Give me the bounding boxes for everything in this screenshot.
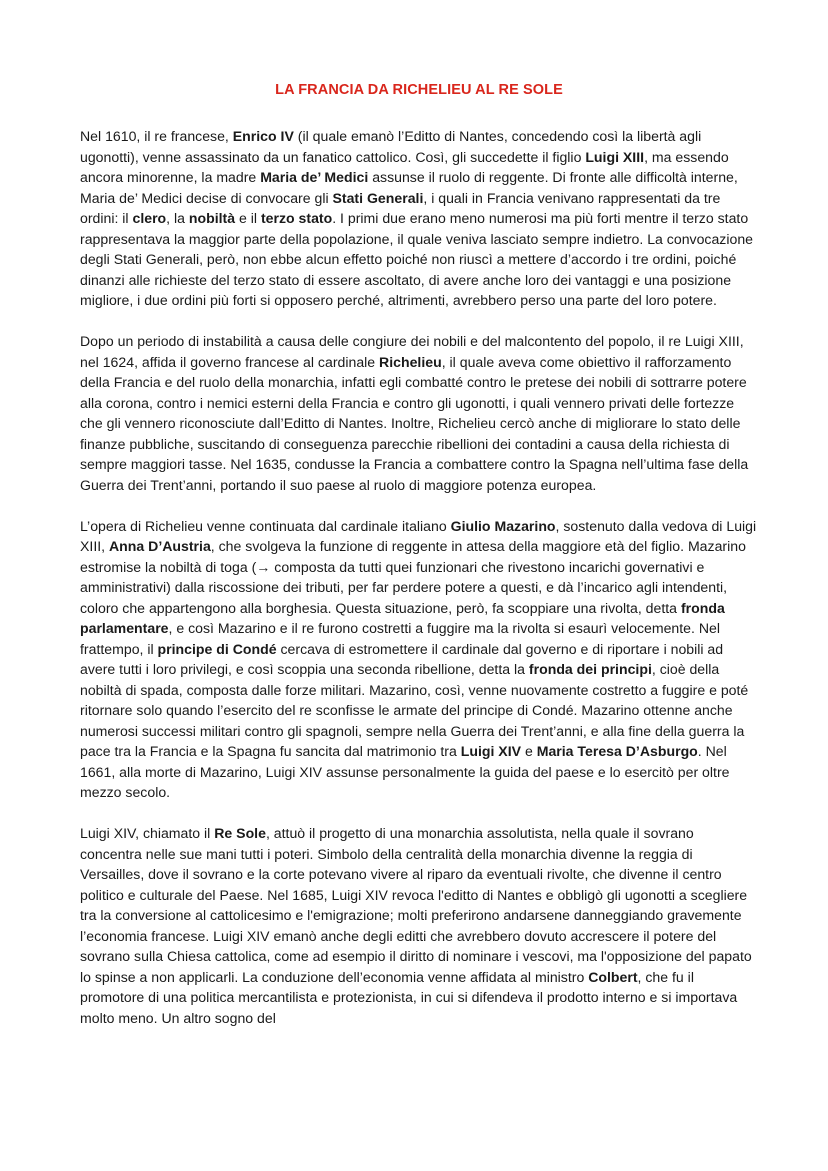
paragraph-richelieu bbox=[80, 331, 758, 495]
bold-term: Anna D’Austria bbox=[108, 538, 211, 554]
text-run: , sostenuto dalla vedova di Luigi XIII, bbox=[80, 517, 757, 554]
text-run: Dopo un periodo di instabilità a causa delle congiure dei nobili e del malcontento del popolo, il re Luigi XIII, nel 1624, affida il governo francese al cardinale bbox=[80, 333, 744, 370]
text-run: . I primi due erano meno numerosi ma più forti mentre il terzo stato rappresentava la maggior parte della popolazione, il quale veniva lasciato sempre indietro. La convocazione degli Stati Generali, però, non ebbe alcun effetto poiché non riuscì a mettere d’accordo i tre ordini, poiché dinanzi alle richieste del terzo stato di essere ascoltato, di avere anche loro dei vantaggi e una posizione migliore, i due ordini più forti si opposero perché, altrimenti, avrebbero perso una parte del loro potere. bbox=[80, 210, 753, 308]
bold-term: Maria Teresa D’Asburgo bbox=[536, 743, 698, 759]
text-run: , e così Mazarino e il re furono costretti a fuggire ma la rivolta si esaurì velocemente. Nel frattempo, il bbox=[80, 620, 720, 657]
bold-term: terzo stato bbox=[260, 210, 333, 226]
paragraph-re-sole bbox=[80, 823, 758, 1028]
bold-term: Giulio Mazarino bbox=[450, 517, 556, 534]
text-run: Nel 1610, il re francese, bbox=[80, 128, 233, 144]
bold-term: Colbert bbox=[588, 968, 638, 985]
paragraph-enrico-iv bbox=[80, 126, 758, 311]
bold-term: nobiltà bbox=[188, 210, 236, 226]
text-run: , ma essendo ancora minorenne, la madre bbox=[80, 148, 729, 185]
bold-term: Enrico IV bbox=[232, 128, 294, 144]
text-run: Luigi XIV, chiamato il bbox=[80, 825, 215, 841]
bold-term: fronda parlamentare bbox=[80, 599, 725, 636]
bold-term: Luigi XIV bbox=[460, 743, 522, 759]
bold-term: Richelieu bbox=[379, 353, 442, 370]
text-run: , attuò il progetto di una monarchia assolutista, nella quale il sovrano concentra nelle sue mani tutti i poteri. Simbolo della centralità della monarchia divenne la reggia di Versailles, dove il sovrano e la corte potevano vivere al riparo da eventuali rivolte, che divenne il centro politico e culturale del Paese. Nel 1685, Luigi XIV revoca l'editto di Nantes e obbligò gli ugonotti a scegliere tra la conversione al cattolicesimo e l'emigrazione; molti preferirono andarsene danneggiando gravemente l’economia francese. Luigi XIV emanò anche degli editti che avrebbero dovuto accrescere il potere del sovrano sulla Chiesa cattolica, come ad esempio il diritto di nominare i vescovi, ma l'opposizione del papato lo spinse a non applicarli. La conduzione dell’economia venne affidata al ministro bbox=[80, 825, 752, 985]
text-run: , il quale aveva come obiettivo il rafforzamento della Francia e del ruolo della monarchia, infatti egli combatté contro le pretese dei nobili di sottrarre potere alla corona, contro i nemici esterni della Francia e contro gli ugonotti, i quali vennero privati delle fortezze che gli vennero riconosciute dall’Editto di Nantes. Inoltre, Richelieu cercò anche di migliorare lo stato delle finanze pubbliche, suscitando di conseguenza parecchie ribellioni dei contadini a causa della richiesta di sempre maggiori tasse. Nel 1635, condusse la Francia a combattere contro la Spagna nell’ultima fase della Guerra dei Trent’anni, portando il suo paese al ruolo di maggiore potenza europea. bbox=[80, 353, 749, 493]
text-run: cercava di estromettere il cardinale dal governo e di riportare i nobili ad avere tutti i loro privilegi, e così scoppia una seconda ribellione, detta la bbox=[80, 640, 724, 677]
text-run: , i quali in Francia venivano rappresentati da tre ordini: il bbox=[80, 189, 721, 226]
text-run: L’opera di Richelieu venne continuata dal cardinale italiano bbox=[80, 517, 451, 534]
text-run: , cioè della nobiltà di spada, composta dalle forze militari. Mazarino, così, venne nuovamente costretto a fuggire e poté ritornare solo quando l’esercito del re sconfisse le armate del principe di Condé. Mazarino ottenne anche numerosi successi militari contro gli spagnoli, sempre nella Guerra dei Trent’anni, e alla fine della guerra la pace tra la Francia e la Spagna fu sancita dal matrimonio tra bbox=[80, 661, 749, 759]
bold-term: Stati Generali bbox=[332, 189, 424, 206]
bold-term: principe di Condé bbox=[157, 640, 277, 657]
text-run: , la bbox=[166, 210, 189, 226]
text-run: , che fu il promotore di una politica mercantilista e protezionista, in cui si difendeva il prodotto interno e si importava molto meno. Un altro sogno del bbox=[80, 968, 738, 1026]
text-run: . Nel 1661, alla morte di Mazarino, Luigi XIV assunse personalmente la guida del paese e lo esercitò per oltre mezzo secolo. bbox=[80, 743, 730, 800]
text-run: e bbox=[521, 743, 537, 759]
bold-term: Maria de’ Medici bbox=[260, 169, 369, 185]
text-run: , che svolgeva la funzione di reggente in attesa della maggiore età del figlio. Mazarino estromise la nobiltà di toga (→ composta da tutti quei funzionari che rivestono incarichi governativi e amministrativi) dalla riscossione dei tributi, per far perdere potere a questi, e dà l’incarico agli intendenti, coloro che appartengono alla borghesia. Questa situazione, però, fa scoppiare una rivolta, detta bbox=[80, 538, 746, 616]
bold-term: Luigi XIII bbox=[585, 148, 645, 165]
bold-term: fronda dei principi bbox=[528, 661, 652, 677]
text-run: e il bbox=[235, 210, 261, 226]
bold-term: clero bbox=[132, 210, 167, 226]
text-run: (il quale emanò l’Editto di Nantes, concedendo così la libertà agli ugonotti), venne assassinato da un fanatico cattolico. Così, gli succedette il figlio bbox=[80, 128, 702, 165]
document-title: LA FRANCIA DA RICHELIEU AL RE SOLE bbox=[275, 82, 563, 98]
text-run: assunse il ruolo di reggente. Di fronte alle difficoltà interne, Maria de’ Medici decise di convocare gli bbox=[80, 169, 738, 206]
paragraph-mazarino bbox=[80, 516, 758, 803]
bold-term: Re Sole bbox=[214, 825, 266, 841]
